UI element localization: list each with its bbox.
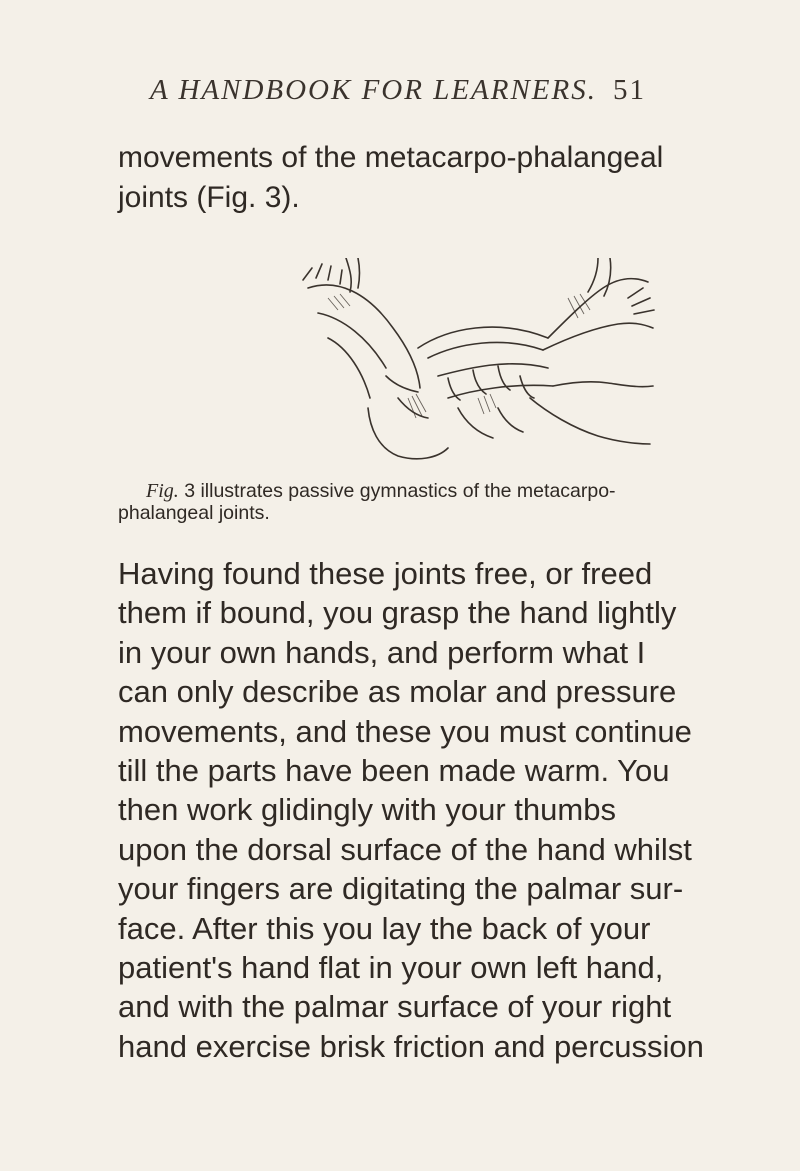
intro-line: movements of the metacarpo-phalangeal bbox=[118, 141, 664, 174]
intro-line: joints (Fig. 3). bbox=[118, 181, 300, 214]
figure-caption bbox=[118, 480, 718, 524]
body-line: can only describe as molar and pressure bbox=[118, 674, 677, 710]
body-line: then work glidingly with your thumbs bbox=[118, 792, 616, 828]
page-number: 51 bbox=[613, 74, 646, 106]
body-line: Having found these joints free, or freed bbox=[118, 556, 653, 591]
body-line: patient's hand flat in your own left hand, bbox=[118, 950, 664, 986]
caption-text-1: 3 illustrates passive gymnastics of the metacarpo- bbox=[184, 480, 616, 502]
body-paragraph bbox=[118, 554, 718, 1066]
figure-3-illustration bbox=[298, 258, 658, 478]
caption-line-1 bbox=[118, 480, 718, 502]
body-line: face. After this you lay the back of your bbox=[118, 910, 651, 946]
running-head-title: A HANDBOOK FOR LEARNERS. bbox=[150, 74, 597, 106]
body-line: and with the palmar surface of your right bbox=[118, 989, 672, 1025]
body-line: upon the dorsal surface of the hand whilst bbox=[118, 831, 692, 867]
body-line: your fingers are digitating the palmar sur- bbox=[118, 871, 684, 907]
running-head bbox=[150, 74, 710, 107]
body-line: in your own hands, and perform what I bbox=[118, 634, 646, 670]
body-line: them if bound, you grasp the hand lightly bbox=[118, 595, 677, 631]
caption-fig-label: Fig. bbox=[146, 480, 179, 502]
body-line: hand exercise brisk friction and percussion bbox=[118, 1028, 704, 1064]
caption-line-2: phalangeal joints. bbox=[118, 502, 270, 524]
hands-illustration bbox=[298, 258, 658, 478]
body-line: till the parts have been made warm. You bbox=[118, 753, 670, 789]
intro-paragraph bbox=[118, 138, 718, 218]
body-line: movements, and these you must continue bbox=[118, 713, 692, 749]
